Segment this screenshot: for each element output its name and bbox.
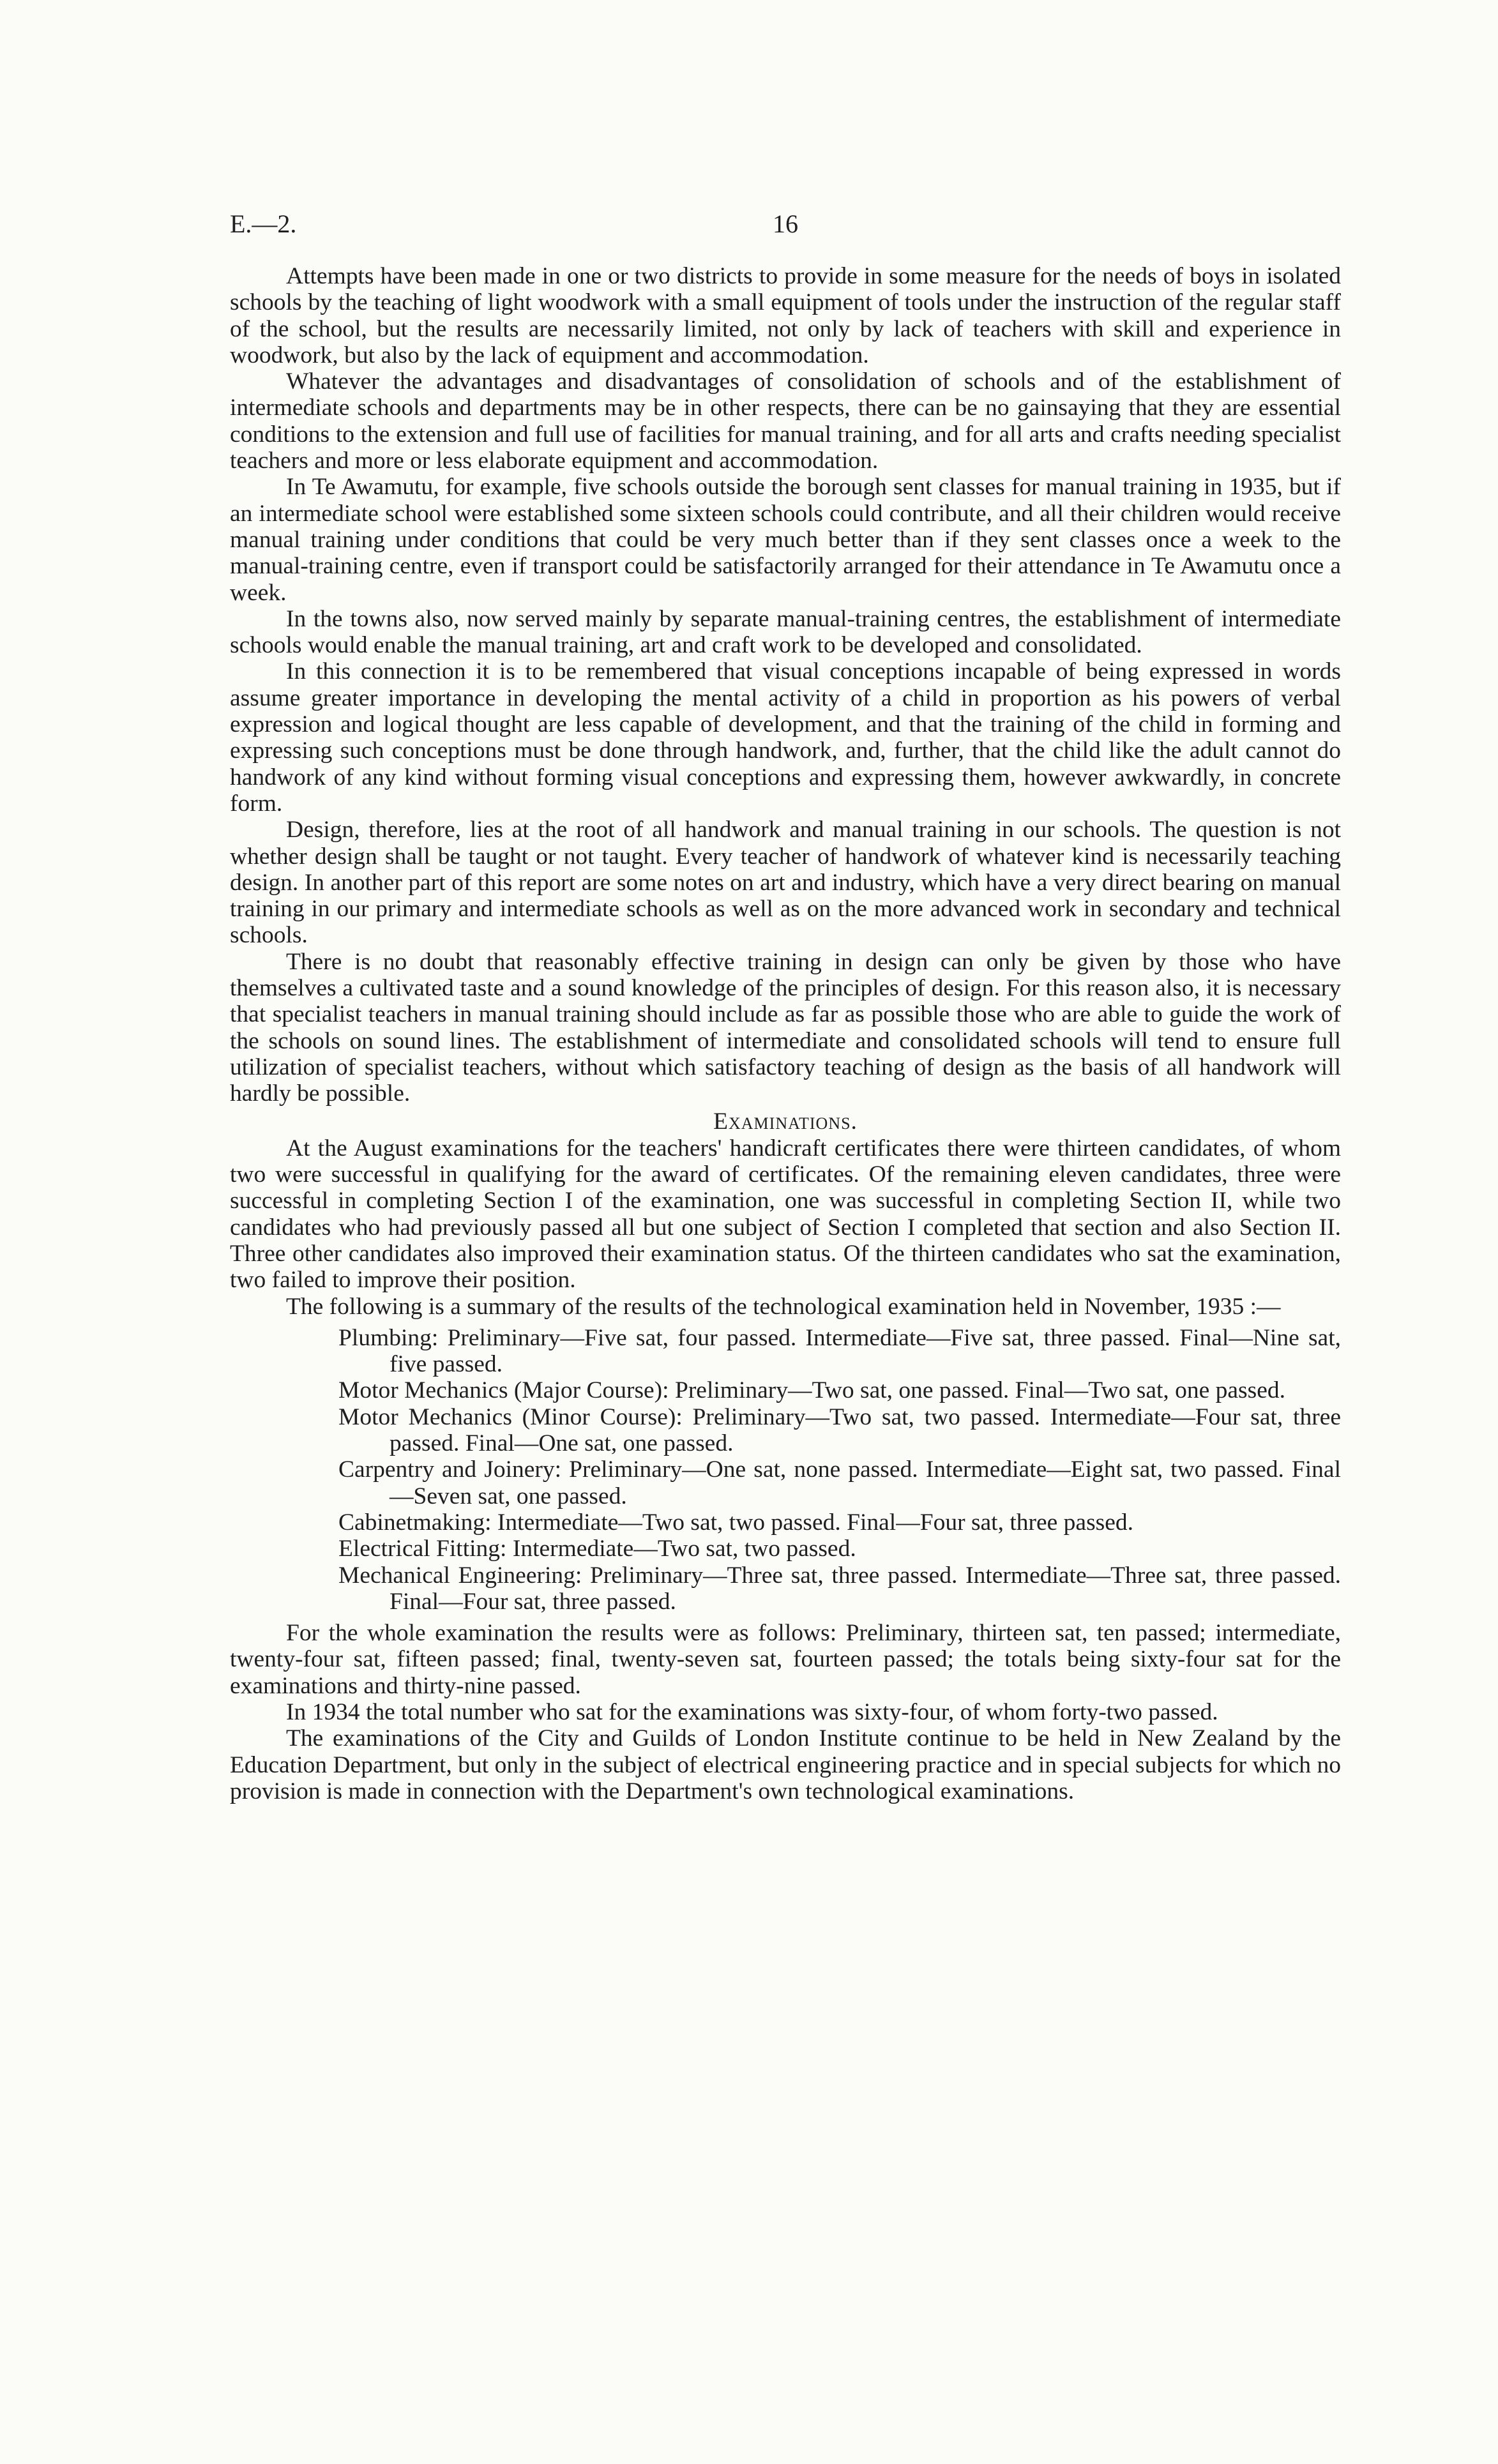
page-number: 16: [773, 209, 798, 238]
paragraph: There is no doubt that reasonably effective training in design can only be given by those who have themselves a cultivated taste and a sound knowledge of the principles of design. For this reason also, it is necessary that specialist teachers in manual training should include as far as possible those who are able to guide the work of the schools on sound lines. The establishment of intermediate and consolidated schools will tend to ensure full utilization of specialist teachers, without which satisfactory teaching of design as the basis of all handwork will hardly be possible.: [230, 948, 1341, 1107]
paragraph: The following is a summary of the results of the technological examination held in November, 1935 :—: [286, 1293, 1281, 1320]
result-item-carpentry-joinery: Carpentry and Joinery: Preliminary—One sat, none passed. Intermediate—Eight sat, two passed. Final—Seven sat, one passed.: [338, 1456, 1341, 1509]
result-item-cabinetmaking: Cabinetmaking: Intermediate—Two sat, two passed. Final—Four sat, three passed.: [338, 1509, 1134, 1536]
result-item-mechanical-engineering: Mechanical Engineering: Preliminary—Three sat, three passed. Intermediate—Three sat, three passed. Final—Four sat, three passed.: [338, 1562, 1341, 1615]
paragraph: The examinations of the City and Guilds of London Institute continue to be held in New Zealand by the Education Department, but only in the subject of electrical engineering practice and in special subjects for which no provision is made in connection with the Department's own technological examinations.: [230, 1725, 1341, 1804]
result-item-motor-mechanics-major: Motor Mechanics (Major Course): Preliminary—Two sat, one passed. Final—Two sat, one passed.: [338, 1377, 1286, 1404]
page-header: [230, 211, 1341, 249]
technological-results-list: [230, 1325, 1341, 1615]
paragraph: In 1934 the total number who sat for the examinations was sixty-four, of whom forty-two passed.: [286, 1699, 1218, 1726]
paragraph: In this connection it is to be remembered that visual conceptions incapable of being expressed in words assume greater importance in developing the mental activity of a child in proportion as his powers of verbal expression and logical thought are less capable of development, and that the training of the child in forming and expressing such conceptions must be done through handwork, and, further, that the child like the adult cannot do handwork of any kind without forming visual conceptions and expressing them, however awkwardly, in concrete form.: [230, 658, 1341, 817]
paragraph: For the whole examination the results were as follows: Preliminary, thirteen sat, ten passed; intermediate, twenty-four sat, fifteen passed; final, twenty-seven sat, fourteen passed; the totals being sixty-four sat for the examinations and thirty-nine passed.: [230, 1620, 1341, 1699]
paragraph: In Te Awamutu, for example, five schools outside the borough sent classes for manual training in 1935, but if an intermediate school were established some sixteen schools could contribute, and all their children would receive manual training under conditions that could be very much better than if they sent classes once a week to the manual-training centre, even if transport could be satisfactorily arranged for their attendance in Te Awamutu once a week.: [230, 474, 1341, 606]
result-item-motor-mechanics-minor: Motor Mechanics (Minor Course): Preliminary—Two sat, two passed. Intermediate—Four sat, three passed. Final—One sat, one passed.: [338, 1403, 1341, 1457]
paragraph: Attempts have been made in one or two districts to provide in some measure for the needs of boys in isolated schools by the teaching of light woodwork with a small equipment of tools under the instruction of the regular staff of the school, but the results are necessarily limited, not only by lack of teachers with skill and experience in woodwork, but also by the lack of equipment and accommodation.: [230, 263, 1341, 368]
paragraph: Whatever the advantages and disadvantages of consolidation of schools and of the establishment of intermediate schools and departments may be in other respects, there can be no gainsaying that they are essential conditions to the extension and full use of facilities for manual training, and for all arts and crafts needing specialist teachers and more or less elaborate equipment and accommodation.: [230, 368, 1341, 474]
paragraph: Design, therefore, lies at the root of all handwork and manual training in our schools. The question is not whether design shall be taught or not taught. Every teacher of handwork of whatever kind is necessarily teaching design. In another part of this report are some notes on art and industry, which have a very direct bearing on manual training in our primary and intermediate schools as well as on the more advanced work in secondary and technical schools.: [230, 817, 1341, 949]
paragraph: At the August examinations for the teachers' handicraft certificates there were thirteen candidates, of whom two were successful in qualifying for the award of certificates. Of the remaining eleven candidates, three were successful in completing Section I of the examination, one was successful in completing Section II, while two candidates who had previously passed all but one subject of Section I completed that section and also Section II. Three other candidates also improved their examination status. Of the thirteen candidates who sat the examination, two failed to improve their position.: [230, 1135, 1341, 1294]
result-item-plumbing: Plumbing: Preliminary—Five sat, four passed. Intermediate—Five sat, three passed. Final—Nine sat, five passed.: [338, 1324, 1341, 1378]
document-page: [230, 211, 1341, 1804]
paragraph: In the towns also, now served mainly by separate manual-training centres, the establishment of intermediate schools would enable the manual training, art and craft work to be developed and consolidated.: [230, 605, 1341, 659]
report-reference: E.—2.: [230, 209, 297, 238]
result-item-electrical-fitting: Electrical Fitting: Intermediate—Two sat, two passed.: [338, 1536, 856, 1562]
section-heading-examinations: Examinations.: [713, 1108, 858, 1135]
